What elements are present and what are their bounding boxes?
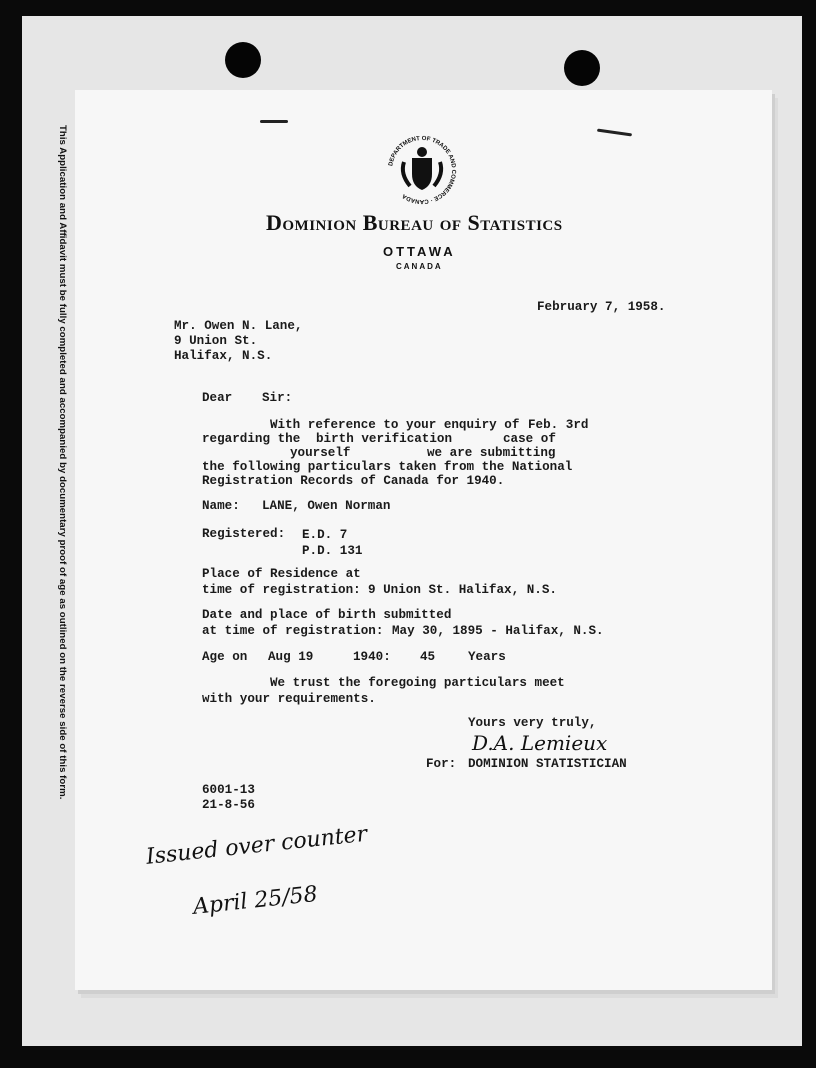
letterhead-city: OTTAWA	[383, 244, 456, 259]
body-text: With reference to your enquiry of	[270, 418, 520, 432]
salutation-title: Sir:	[262, 391, 293, 405]
form-number: 6001-13	[202, 783, 255, 797]
salutation-dear: Dear	[202, 391, 233, 405]
body-text: Registration Records of Canada for 1940.	[202, 474, 505, 488]
ed-value: E.D. 7	[302, 528, 348, 542]
for-label: For:	[426, 757, 457, 771]
letter-date: February 7, 1958.	[537, 300, 666, 314]
age-value: 45	[420, 650, 436, 664]
body-text: regarding the	[202, 432, 301, 446]
age-year: 1940:	[353, 650, 391, 664]
svg-text:DEPARTMENT OF TRADE AND COMMER: DEPARTMENT OF TRADE AND COMMERCE · CANADA	[388, 135, 457, 205]
age-label: Age on	[202, 650, 248, 664]
name-value: LANE, Owen Norman	[262, 499, 391, 513]
subject: birth verification	[316, 432, 453, 446]
closing-text: We trust the foregoing particulars meet	[270, 676, 565, 690]
punch-hole	[564, 50, 600, 86]
pd-value: P.D. 131	[302, 544, 363, 558]
valediction: Yours very truly,	[468, 716, 597, 730]
letterhead-country: CANADA	[396, 262, 443, 271]
punch-hole	[225, 42, 261, 78]
name-label: Name:	[202, 499, 240, 513]
handwritten-note: Issued over counter	[144, 821, 369, 870]
address-line: Halifax, N.S.	[174, 349, 273, 363]
birth-label: Date and place of birth submitted	[202, 608, 452, 622]
body-text: we are submitting	[427, 446, 556, 460]
residence-label: time of registration:	[202, 583, 361, 597]
address-line: 9 Union St.	[174, 334, 258, 348]
age-unit: Years	[468, 650, 506, 664]
signatory: DOMINION STATISTICIAN	[468, 757, 627, 771]
residence-value: 9 Union St. Halifax, N.S.	[368, 583, 557, 597]
signature: D.A. Lemieux	[472, 731, 608, 755]
form-date: 21-8-56	[202, 798, 255, 812]
birth-label: at time of registration:	[202, 624, 384, 638]
birth-value: May 30, 1895 - Halifax, N.S.	[392, 624, 604, 638]
handwritten-note: April 25/58	[191, 881, 319, 920]
side-note: This Application and Affidavit must be fully completed and accompanied by documentary proof of age as outlined on the reverse side of this form.	[57, 125, 68, 800]
person: yourself	[290, 446, 351, 460]
closing-text: with your requirements.	[202, 692, 376, 706]
registered-label: Registered:	[202, 527, 286, 541]
staple-mark	[260, 120, 288, 123]
letterhead-title: Dominion Bureau of Statistics	[266, 210, 563, 235]
enquiry-date: Feb. 3rd	[528, 418, 589, 432]
age-date: Aug 19	[268, 650, 314, 664]
residence-label: Place of Residence at	[202, 567, 361, 581]
body-text: case of	[503, 432, 556, 446]
address-line: Mr. Owen N. Lane,	[174, 319, 303, 333]
department-seal-icon	[384, 132, 460, 208]
body-text: the following particulars taken from the National	[202, 460, 573, 474]
